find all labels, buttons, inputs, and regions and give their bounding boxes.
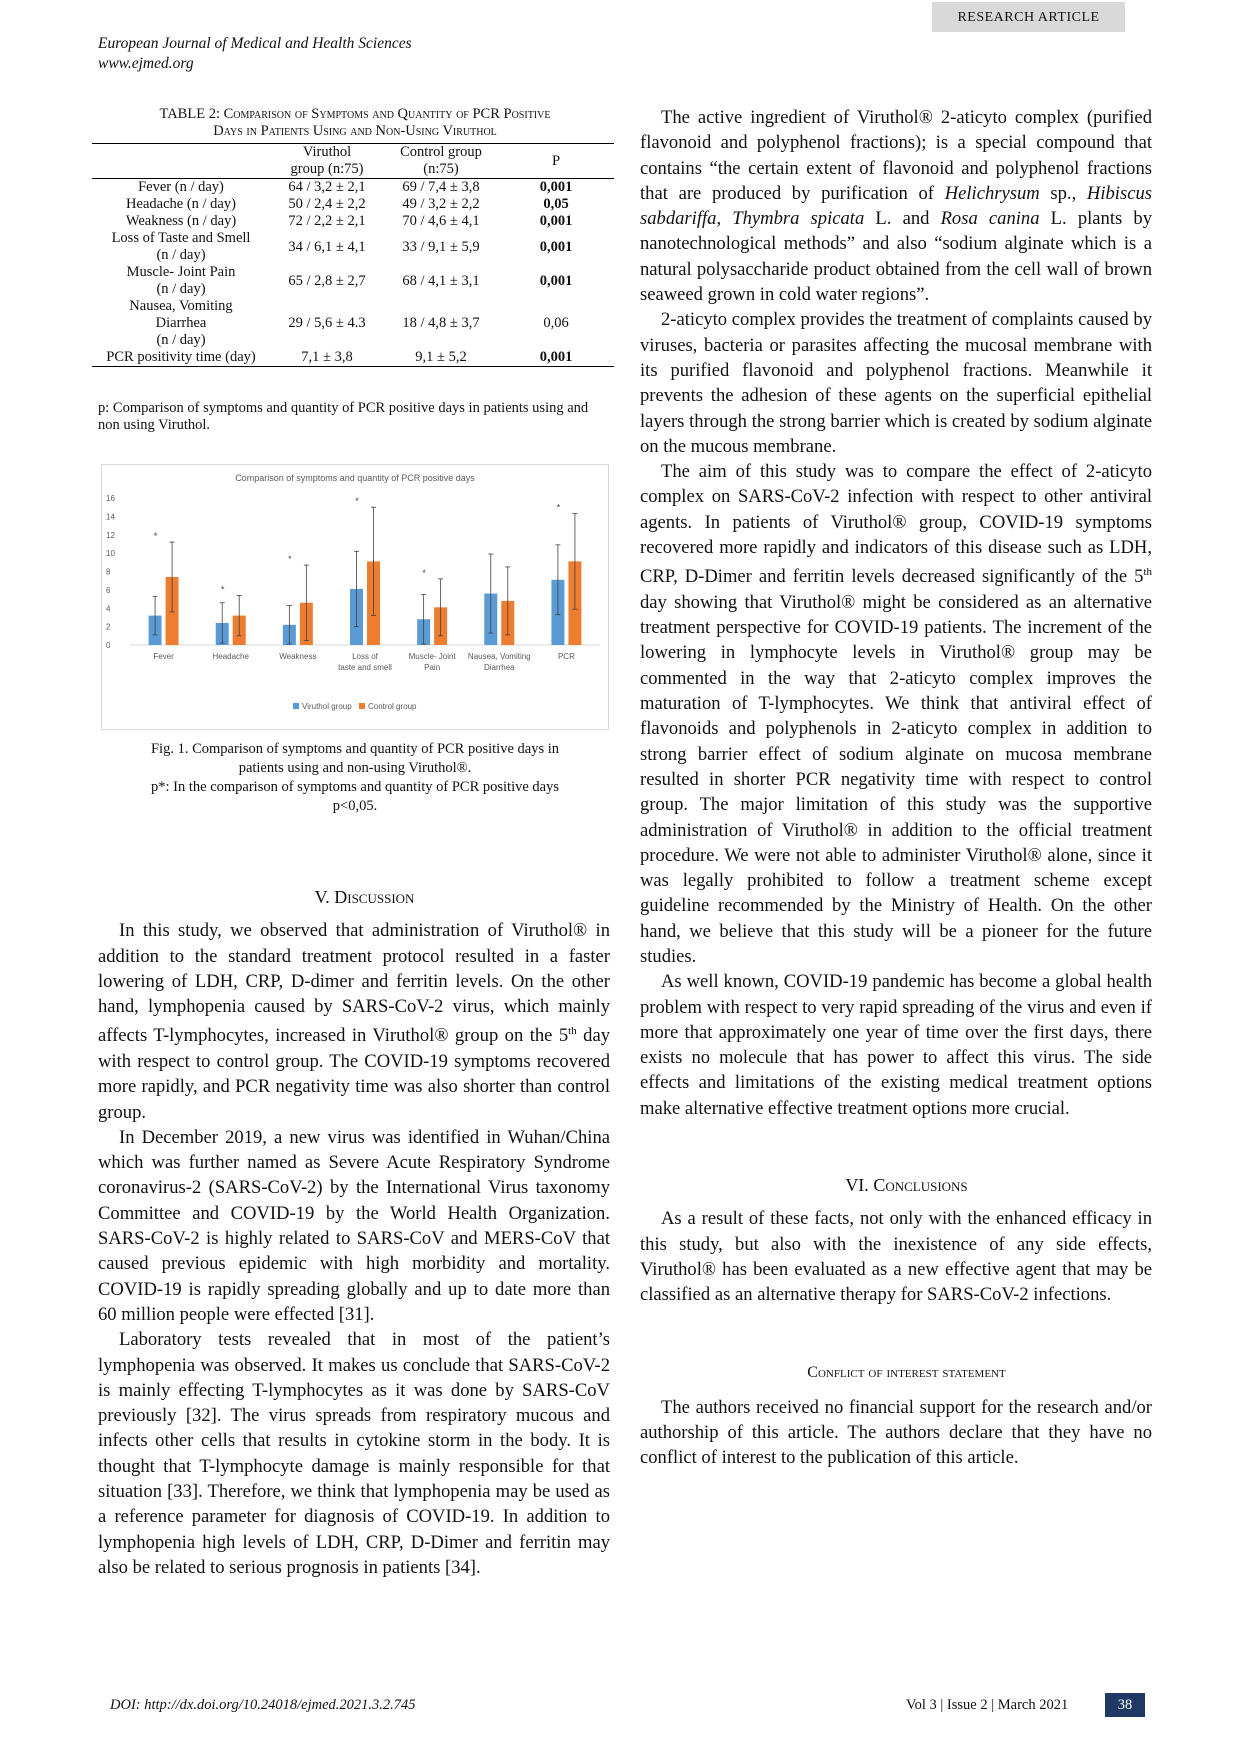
x-tick-label: Muscle- Joint [408, 652, 456, 661]
figure-caption [98, 740, 612, 816]
results-table [92, 143, 614, 367]
section-heading-discussion: V. Discussion [314, 887, 415, 907]
viruthol-value: 72 / 2,2 ± 2,1 [288, 213, 366, 229]
y-tick-label: 16 [106, 494, 115, 503]
right-column [640, 105, 1152, 1471]
chart-title: Comparison of symptoms and quantity of PCR positive days [235, 473, 475, 483]
p-value: 0,06 [543, 315, 569, 331]
x-tick-label: Diarrhea [483, 663, 515, 672]
legend-swatch [293, 703, 299, 709]
figure-caption-line: Fig. 1. Comparison of symptoms and quantity of PCR positive days in [150, 741, 560, 757]
figure-1-chart [101, 464, 609, 730]
y-tick-label: 14 [106, 512, 115, 522]
viruthol-value: 50 / 2,4 ± 2,2 [288, 196, 366, 212]
paragraph: As a result of these facts, not only with the enhanced efficacy in this study, but also with the inexistence of any side effects, Viruthol® has been evaluated as a new effective agent that may be classified as an alternative therapy for SARS-CoV-2 infections. [640, 1208, 1152, 1306]
x-tick-label: Loss of [352, 652, 378, 661]
row-label: Loss of Taste and Smell (n / day) [111, 230, 251, 263]
page-number: 38 [1105, 1693, 1145, 1717]
table-row [92, 196, 614, 213]
table-header-control: Control group (n:75) [400, 144, 482, 177]
x-tick-label: Nausea, Vomiting [467, 652, 531, 661]
journal-title: European Journal of Medical and Health Sciences [98, 35, 412, 52]
table-caption [98, 106, 612, 140]
viruthol-value: 34 / 6,1 ± 4,1 [288, 238, 366, 255]
table-row [92, 213, 614, 230]
table-header-row [92, 144, 614, 179]
y-tick-label: 0 [106, 641, 111, 650]
paragraph: Laboratory tests revealed that in most of the patient’s lymphopenia was observed. It makes us conclude that SARS-CoV-2 is mainly effecting T-lymphocytes as it was done by SARS-CoV previously [32]. The virus spreads from respiratory mucous and infects other cells that results in cytokine storm in the body. It is thought that T-lymphocyte damage is mainly responsible for that situation [33]. Therefore, we think that lymphopenia may be used as a reference parameter for diagnosis of COVID-19. In addition to lymphopenia high levels of LDH, CRP, D-Dimer and ferritin may also be related to serious prognosis in patients [34]. [98, 1329, 610, 1578]
y-tick-label: 12 [106, 530, 115, 540]
figure-caption-line: p<0,05. [332, 798, 378, 814]
figure-caption-line: p*: In the comparison of symptoms and quantity of PCR positive days [151, 779, 559, 795]
viruthol-value: 64 / 3,2 ± 2,1 [288, 179, 366, 195]
paragraph: The authors received no financial support for the research and/or authorship of this article. The authors declare that they have no conflict of interest to the publication of this article. [640, 1396, 1152, 1469]
x-tick-label: Headache [212, 652, 249, 661]
table-row [92, 179, 614, 197]
figure-caption-line: patients using and non-using Viruthol®. [238, 760, 472, 776]
significance-marker: * [220, 584, 225, 595]
x-tick-label: PCR [557, 652, 575, 661]
paragraph: The active ingredient of Viruthol® 2-aticyto complex (purified flavonoid and polyphenol fractions); is a special compound that contains “the certain extent of flavonoid and polyphenol fractions that are produced by purification of Helichrysum sp., Hibiscus sabdariffa, Thymbra spicata L. and Rosa canina L. plants by nanotechnological methods” and also “sodium alginate which is a natural polysaccharide product obtained from the cell wall of brown seaweed grown in cold water regions”. [640, 107, 1152, 306]
x-tick-label: Weakness [279, 652, 317, 661]
p-value: 0,001 [539, 272, 573, 289]
significance-marker: * [355, 496, 359, 507]
table-row [92, 349, 614, 367]
table-header-p: P [551, 152, 561, 169]
viruthol-value: 65 / 2,8 ± 2,7 [288, 272, 366, 289]
paragraph: As well known, COVID-19 pandemic has become a global health problem with respect to very rapid spreading of the virus and even if more that approximately one year of time over the first days, there exists no molecule that has power to affect this virus. The side effects and limitations of the existing medical treatment options make alternative effective treatment options more crucial. [640, 971, 1152, 1119]
table-row [92, 298, 614, 349]
p-value: 0,001 [539, 349, 573, 365]
table-caption-line: TABLE 2: Comparison of Symptoms and Quantity of PCR Positive [159, 106, 551, 122]
row-label: Weakness (n / day) [125, 213, 237, 229]
significance-marker: * [422, 567, 426, 578]
y-tick-label: 10 [106, 549, 115, 559]
table-header-viruthol: Viruthol group (n:75) [290, 144, 364, 177]
paragraph: 2-aticyto complex provides the treatment of complaints caused by viruses, bacteria or parasites affecting the mucosal membrane with its purified flavonoid and polyphenol fractions. Meanwhile it prevents the adhesion of these agents on the superficial epithelial layers through the strong barrier which is created by sodium alginate on the mucous membrane. [640, 309, 1152, 457]
y-tick-label: 2 [106, 622, 111, 632]
viruthol-value: 29 / 5,6 ± 4.3 [288, 315, 366, 331]
significance-marker: * [556, 502, 561, 513]
control-value: 18 / 4,8 ± 3,7 [402, 315, 480, 331]
article-type-badge: RESEARCH ARTICLE [932, 2, 1125, 32]
significance-marker: * [153, 531, 158, 542]
footer-volume: Vol 3 | Issue 2 | March 2021 [906, 1697, 1069, 1713]
p-value: 0,001 [539, 213, 573, 229]
row-label: Headache (n / day) [126, 196, 236, 212]
section-heading-conflict: Conflict of interest statement [807, 1363, 1006, 1381]
x-tick-label: Fever [153, 652, 174, 661]
control-value: 49 / 3,2 ± 2,2 [402, 196, 480, 212]
p-value: 0,001 [539, 179, 573, 195]
row-label: Nausea, Vomiting Diarrhea (n / day) [129, 298, 233, 348]
y-tick-label: 4 [106, 604, 111, 614]
table-footnote: p: Comparison of symptoms and quantity of PCR positive days in patients using and non using Viruthol. [98, 400, 589, 433]
p-value: 0,05 [543, 196, 569, 212]
row-label: Fever (n / day) [138, 179, 224, 195]
paragraph: In this study, we observed that administration of Viruthol® in addition to the standard treatment protocol resulted in a faster lowering of LDH, CRP, D-dimer and ferritin levels. On the other hand, lymphopenia caused by SARS-CoV-2 virus, which mainly affects T-lymphocytes, increased in Viruthol® group on the 5th day with respect to control group. The COVID-19 symptoms recovered more rapidly, and PCR negativity time was also shorter than control group. [98, 920, 610, 1123]
row-label: Muscle- Joint Pain (n / day) [126, 264, 236, 297]
footer-doi: DOI: http://dx.doi.org/10.24018/ejmed.2021.3.2.745 [110, 1697, 416, 1713]
section-heading-conclusions: VI. Conclusions [845, 1175, 968, 1196]
x-tick-label: Pain [424, 663, 441, 672]
table-row [92, 264, 614, 298]
row-label: PCR positivity time (day) [106, 349, 256, 365]
p-value: 0,001 [539, 238, 573, 255]
control-value: 70 / 4,6 ± 4,1 [402, 213, 480, 229]
control-value: 9,1 ± 5,2 [415, 349, 467, 365]
control-value: 68 / 4,1 ± 3,1 [402, 272, 480, 289]
control-value: 69 / 7,4 ± 3,8 [402, 179, 480, 195]
y-tick-label: 8 [106, 567, 111, 577]
table-row [92, 230, 614, 264]
viruthol-value: 7,1 ± 3,8 [301, 349, 353, 365]
paragraph: In December 2019, a new virus was identified in Wuhan/China which was further named as Severe Acute Respiratory Syndrome coronavirus-2 (SARS-CoV-2) by the International Virus taxonomy Committee and COVID-19 by the World Health Organization. SARS-CoV-2 is highly related to SARS-CoV and MERS-CoV that caused previous epidemic with high morbidity and mortality. COVID-19 is rapidly spreading globally and up to date more than 60 million people were effected [31]. [98, 1126, 610, 1325]
bar-chart [102, 465, 608, 729]
control-value: 33 / 9,1 ± 5,9 [402, 238, 480, 255]
legend-swatch [359, 703, 365, 709]
legend-label: Control group [368, 702, 417, 711]
table-caption-line: Days in Patients Using and Non-Using Viruthol [213, 123, 497, 139]
x-tick-label: taste and smell [338, 663, 392, 672]
paragraph: The aim of this study was to compare the effect of 2-aticyto complex on SARS-CoV-2 infection with respect to other antiviral agents. In patients of Viruthol® group, COVID-19 symptoms recovered more rapidly and indicators of this disease such as LDH, CRP, D-Dimer and ferritin levels decreased significantly of the 5th day showing that Viruthol® might be considered as an alternative treatment perspective for COVID-19 patients. The increment of the lowering in lymphocyte levels in Viruthol® group may be commented in the way that 2-aticyto complex improves the maturation of T-lymphocytes. We think that antiviral effect of flavonoids and polyphenols in 2-aticyto complex in addition to strong barrier effect of sodium alginate on mucosa membrane resulted in shorter PCR negativity time with respect to control group. The major limitation of this study was the supportive administration of Viruthol® in addition to the official treatment procedure. We were not able to administer Viruthol® alone, since it was legally prohibited to follow a treatment scheme except guideline recommended by the Ministry of Health. On the other hand, we believe that this study will be a pioneer for the future studies. [640, 461, 1152, 967]
journal-header [98, 34, 412, 74]
journal-website: www.ejmed.org [98, 55, 194, 72]
table-header-label [92, 144, 270, 179]
y-tick-label: 6 [106, 585, 111, 595]
significance-marker: * [288, 554, 292, 565]
legend-label: Viruthol group [302, 702, 352, 711]
left-column [98, 885, 610, 1580]
